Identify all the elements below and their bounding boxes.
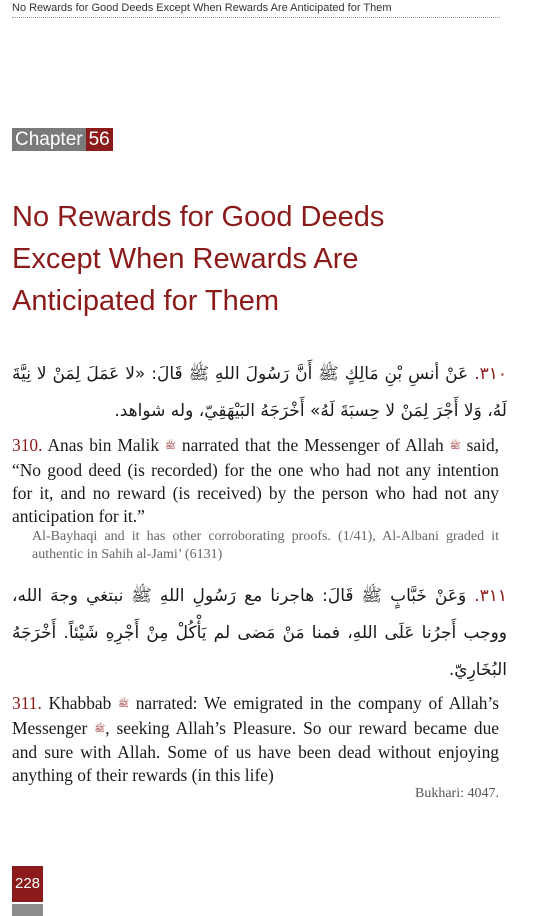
hadith-number: 311. bbox=[12, 693, 42, 713]
honorific-icon: ﷺ bbox=[118, 699, 129, 710]
arabic-number: ٣١١. bbox=[474, 586, 507, 606]
chapter-title bbox=[12, 196, 532, 322]
chapter-number: 56 bbox=[86, 128, 113, 151]
honorific-icon: ﷺ bbox=[94, 724, 106, 734]
translation-text: said, “No good deed (is recorded) for the one who had not any intention for it, and no reward (is received) by the person who had not any anticipation for it.” bbox=[12, 435, 500, 526]
translation-text: Khabbab bbox=[41, 693, 119, 713]
hadith-311-source: Bukhari: 4047. bbox=[415, 786, 499, 801]
honorific-icon: ﷺ bbox=[165, 441, 176, 452]
hadith-310-reference: Al-Bayhaqi and it has other corroborating proofs. (1/41), Al-Albani graded it authentic in Sahih al-Jami’ (6131) bbox=[32, 529, 499, 562]
title-line: Except When Rewards Are bbox=[12, 243, 359, 275]
translation-text: , seeking Allah’s Pleasure. So our reward became due and sure with Allah. Some of us have been dead without enjoying anything of their rewards (in this life) bbox=[12, 717, 499, 785]
hadith-311-arabic bbox=[12, 578, 507, 689]
page-number: 228 bbox=[12, 866, 43, 902]
hadith-number: 310. bbox=[12, 435, 43, 455]
title-line: Anticipated for Them bbox=[12, 285, 280, 317]
header-divider bbox=[12, 17, 500, 18]
translation-text: narrated: We emigrated in the company of Allah’s Messenger bbox=[12, 693, 499, 738]
title-line: No Rewards for Good Deeds bbox=[12, 201, 385, 233]
page-tab bbox=[12, 904, 43, 916]
hadith-310-translation bbox=[12, 434, 499, 528]
chapter-label bbox=[12, 128, 113, 151]
arabic-text: عَنْ أنسِ بْنِ مَالِكٍ ﷺ أَنَّ رَسُولَ اللهِ ﷺ قَالَ: «لا عَمَلَ لِمَنْ لا نِيَّةَ لَهُ، وَلا أَجْرَ لِمَنْ لا حِسبَةَ لَهُ» أَخْرَجَهُ البَيْهَقِيّ، وله شواهد. bbox=[12, 364, 507, 421]
chapter-word: Chapter bbox=[12, 128, 86, 151]
running-head: No Rewards for Good Deeds Except When Rewards Are Anticipated for Them bbox=[12, 2, 392, 14]
arabic-number: ٣١٠. bbox=[474, 364, 507, 384]
honorific-icon: ﷺ bbox=[449, 441, 461, 452]
hadith-310-arabic bbox=[12, 356, 507, 430]
translation-text: narrated that the Messenger of Allah bbox=[175, 435, 450, 455]
translation-text: Anas bin Malik bbox=[42, 435, 166, 455]
hadith-311-translation bbox=[12, 692, 499, 787]
arabic-text: وَعَنْ خَبَّابٍ ﷺ قَالَ: هاجرنا مع رَسُولِ اللهِ ﷺ نبتغي وجهَ الله، ووجب أَجرُنا عَلَى اللهِ، فمنا مَنْ مَضى لم يَأْكُلْ مِنْ أَجْرِهِ شَيْئاً. أَخْرَجَهُ البُخَارِيّ. bbox=[12, 586, 507, 680]
